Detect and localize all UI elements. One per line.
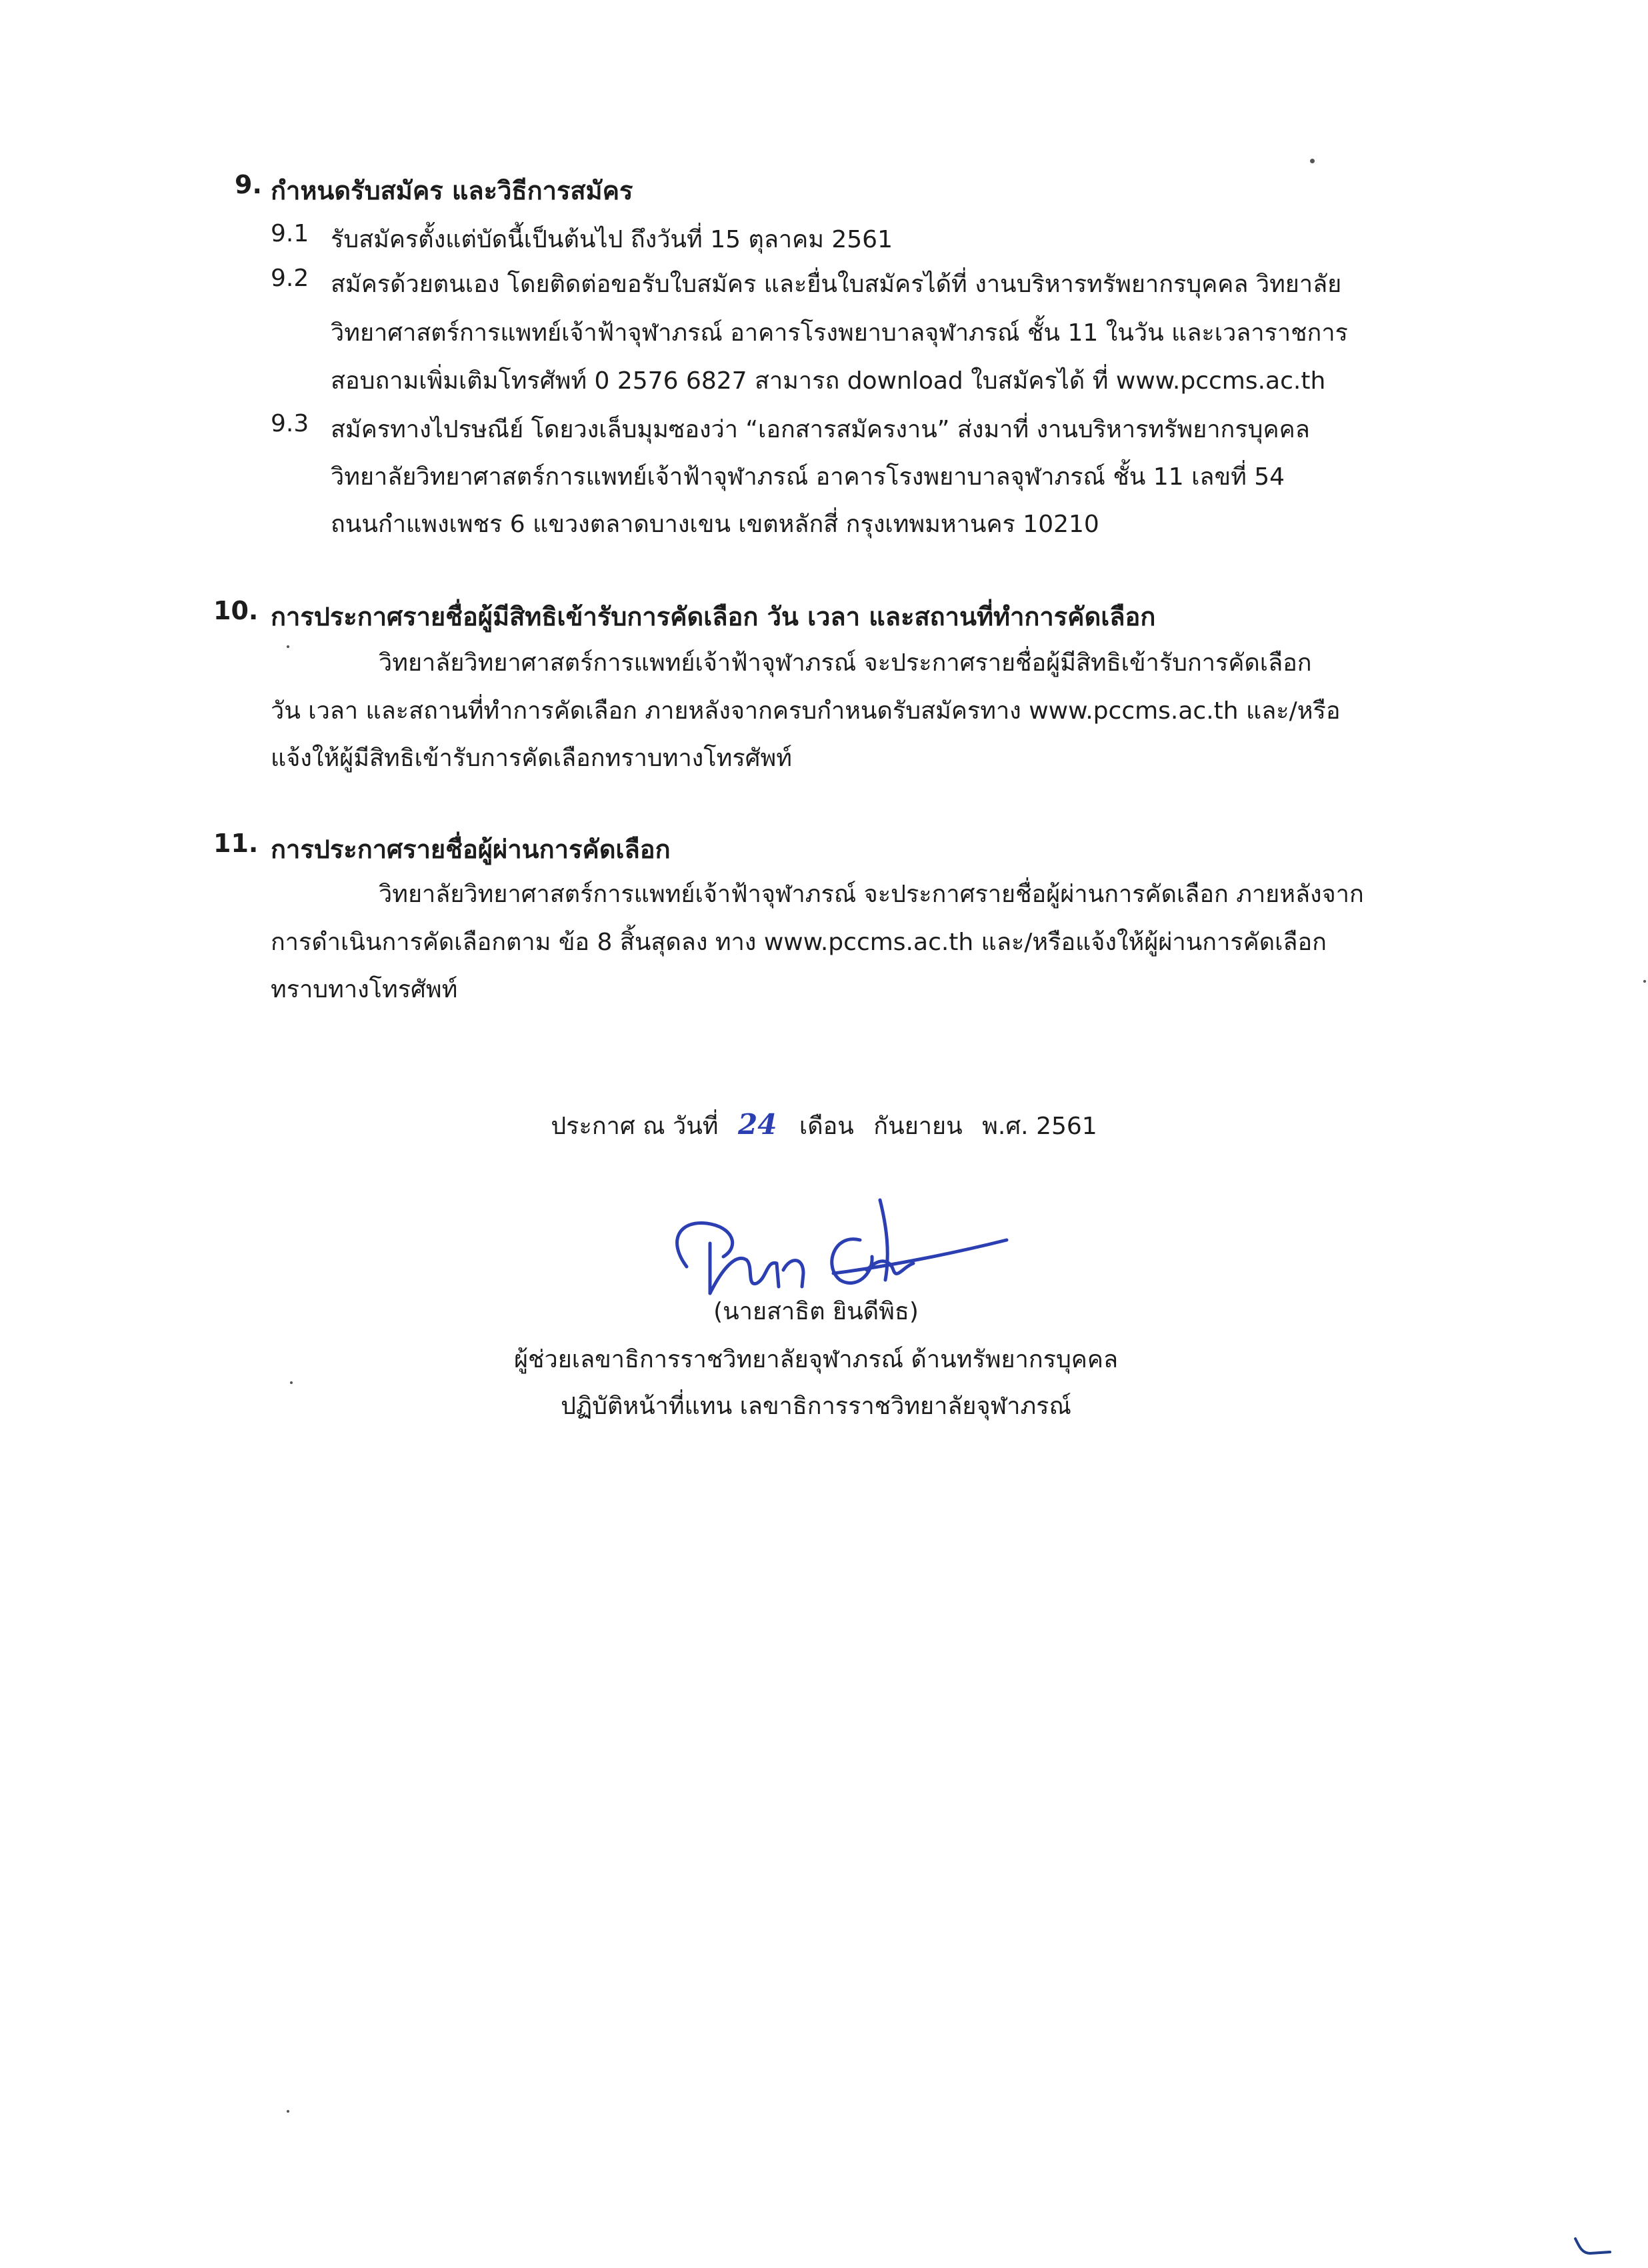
signatory-position: ผู้ช่วยเลขาธิการราชวิทยาลัยจุฬาภรณ์ ด้านทรัพยากรบุคคล (513, 1346, 1119, 1373)
scan-speck (290, 1381, 293, 1384)
announcement-prefix: ประกาศ ณ วันที่ (551, 1113, 719, 1140)
signatory-name: (นายสาธิต ยินดีพิธ) (713, 1298, 919, 1325)
item-number: 9.1 (271, 220, 309, 247)
scan-speck (287, 645, 289, 648)
scan-speck (287, 2110, 289, 2113)
item-text: วิทยาศาสตร์การแพทย์เจ้าฟ้าจุฬาภรณ์ อาคารโรงพยาบาลจุฬาภรณ์ ชั้น 11 ในวัน และเวลาราชการ (331, 319, 1348, 347)
item-text: วิทยาลัยวิทยาศาสตร์การแพทย์เจ้าฟ้าจุฬาภรณ์ อาคารโรงพยาบาลจุฬาภรณ์ ชั้น 11 เลขที่ 54 (331, 463, 1285, 491)
section-number: 9. (235, 170, 262, 199)
scan-speck (1310, 159, 1315, 163)
item-number: 9.3 (271, 410, 309, 437)
month-value: กันยายน (873, 1113, 963, 1140)
paragraph-line: วิทยาลัยวิทยาศาสตร์การแพทย์เจ้าฟ้าจุฬาภรณ์ จะประกาศรายชื่อผู้ผ่านการคัดเลือก ภายหลังจาก (379, 881, 1364, 908)
section-number: 11. (213, 829, 259, 858)
paragraph-line: การดำเนินการคัดเลือกตาม ข้อ 8 สิ้นสุดลง ทาง www.pccms.ac.th และ/หรือแจ้งให้ผู้ผ่านการคัดเลือก (271, 929, 1327, 956)
section-title: การประกาศรายชื่อผู้มีสิทธิเข้ารับการคัดเลือก วัน เวลา และสถานที่ทำการคัดเลือก (271, 602, 1156, 631)
paragraph-line: วัน เวลา และสถานที่ทำการคัดเลือก ภายหลังจากครบกำหนดรับสมัครทาง www.pccms.ac.th และ/หรือ (271, 697, 1341, 725)
signature-stroke (710, 1258, 779, 1293)
item-text: สมัครด้วยตนเอง โดยติดต่อขอรับใบสมัคร และยื่นใบสมัครได้ที่ งานบริหารทรัพยากรบุคคล วิทยาลัย (331, 271, 1342, 298)
item-text: ถนนกำแพงเพชร 6 แขวงตลาดบางเขน เขตหลักสี่ กรุงเทพมหานคร 10210 (331, 511, 1099, 538)
paragraph-line: แจ้งให้ผู้มีสิทธิเข้ารับการคัดเลือกทราบทางโทรศัพท์ (271, 745, 792, 772)
page-mark-icon (1570, 2233, 1623, 2260)
item-text: สมัครทางไปรษณีย์ โดยวงเล็บมุมซองว่า “เอกสารสมัครงาน” ส่งมาที่ งานบริหารทรัพยากรบุคคล (331, 416, 1310, 443)
item-number: 9.2 (271, 265, 309, 292)
month-label: เดือน (799, 1113, 854, 1140)
announcement-date (0, 1107, 1648, 1145)
paragraph-line: ทราบทางโทรศัพท์ (271, 976, 458, 1003)
scan-speck (1643, 980, 1646, 983)
section-title: การประกาศรายชื่อผู้ผ่านการคัดเลือก (271, 835, 671, 864)
signature-stroke (783, 1261, 803, 1287)
item-text: รับสมัครตั้งแต่บัดนี้เป็นต้นไป ถึงวันที่ 15 ตุลาคม 2561 (331, 226, 893, 253)
section-number: 10. (213, 596, 259, 625)
signature-stroke (832, 1239, 872, 1283)
section-title: กำหนดรับสมัคร และวิธีการสมัคร (271, 176, 633, 205)
signature-stroke (833, 1240, 1007, 1273)
paragraph-line: วิทยาลัยวิทยาศาสตร์การแพทย์เจ้าฟ้าจุฬาภรณ์ จะประกาศรายชื่อผู้มีสิทธิเข้ารับการคัดเลือก (379, 649, 1312, 677)
year-value: พ.ศ. 2561 (982, 1113, 1097, 1140)
handwritten-day: 24 (738, 1108, 777, 1141)
signature-stroke (880, 1200, 887, 1280)
item-text: สอบถามเพิ่มเติมโทรศัพท์ 0 2576 6827 สามารถ download ใบสมัครได้ ที่ www.pccms.ac.th (331, 367, 1326, 395)
signature-stroke (677, 1223, 733, 1267)
signatory-position: ปฏิบัติหน้าที่แทน เลขาธิการราชวิทยาลัยจุฬาภรณ์ (561, 1393, 1071, 1420)
